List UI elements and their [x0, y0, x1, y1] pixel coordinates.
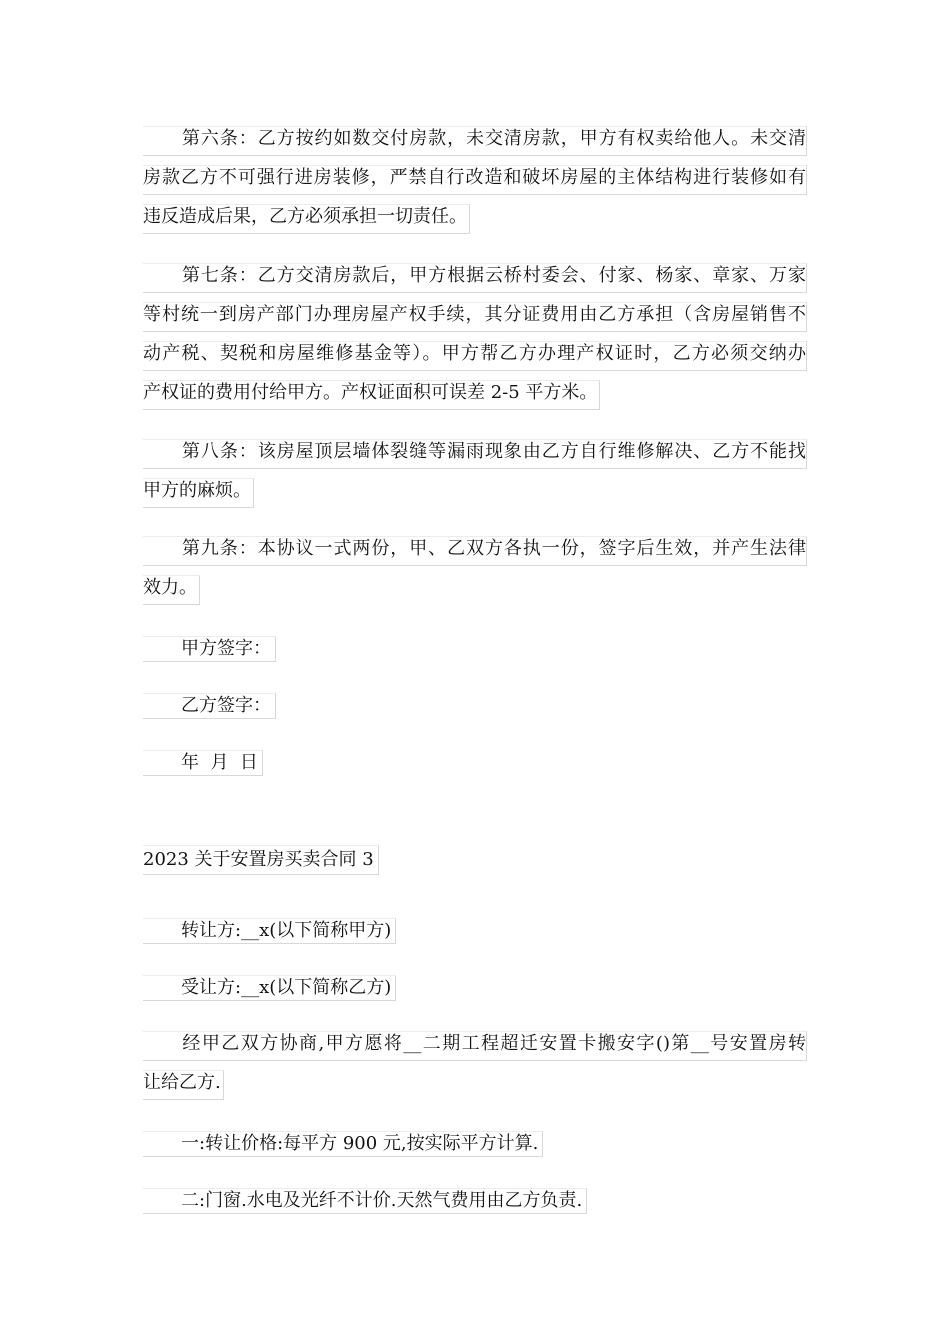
- item-1-text: 一:转让价格:每平方 900 元,按实际平方计算.: [181, 1133, 539, 1154]
- article-8-paragraph: [143, 434, 807, 512]
- article-7-line-4: 产权证的费用付给甲方。产权证面积可误差 2-5 平方米。: [143, 382, 598, 403]
- party-a-signature: [143, 636, 276, 662]
- article-9-paragraph: [143, 531, 807, 609]
- item-2-text: 二:门窗.水电及光纤不计价.天然气费用由乙方负责.: [181, 1190, 583, 1211]
- article-7-line-2: 等村统一到房产部门办理房屋产权手续，其分证费用由乙方承担（含房屋销售不: [143, 304, 806, 325]
- article-6-line-3: 违反造成后果，乙方必须承担一切责任。: [143, 206, 467, 227]
- article-7-paragraph: [143, 258, 807, 414]
- article-9-line-1: 第九条：本协议一式两份，甲、乙双方各执一份，签字后生效，并产生法律: [181, 538, 806, 559]
- article-7-line-3: 动产税、契税和房屋维修基金等）。甲方帮乙方办理产权证时，乙方必须交纳办: [143, 343, 806, 364]
- transferee-line: [143, 975, 396, 1001]
- transferor-line: [143, 918, 396, 944]
- negotiation-line-1: 经甲乙双方协商,甲方愿将__二期工程超迁安置卡搬安字()第__号安置房转: [181, 1033, 806, 1054]
- article-6-line-2: 房款乙方不可强行进房装修，严禁自行改造和破坏房屋的主体结构进行装修如有: [143, 167, 806, 188]
- contract-heading: [143, 845, 379, 875]
- negotiation-line-2: 让给乙方.: [143, 1072, 221, 1093]
- party-a-signature-label: 甲方签字：: [181, 638, 271, 659]
- transferee-text: 受让方:__x(以下简称乙方): [181, 977, 392, 998]
- signature-date-label: 年 月 日: [181, 752, 258, 773]
- article-6-paragraph: [143, 121, 807, 238]
- article-9-line-2: 效力。: [143, 577, 197, 598]
- contract-heading-text: 2023 关于安置房买卖合同 3: [143, 849, 374, 870]
- article-6-line-1: 第六条：乙方按约如数交付房款，未交清房款，甲方有权卖给他人。未交清: [181, 128, 806, 149]
- article-8-line-2: 甲方的麻烦。: [143, 480, 251, 501]
- party-b-signature: [143, 693, 276, 719]
- item-2-line: [143, 1188, 587, 1214]
- transferor-text: 转让方:__x(以下简称甲方): [181, 920, 392, 941]
- item-1-line: [143, 1131, 543, 1157]
- negotiation-paragraph: [143, 1026, 807, 1104]
- signature-date: [143, 750, 263, 776]
- article-8-line-1: 第八条：该房屋顶层墙体裂缝等漏雨现象由乙方自行维修解决、乙方不能找: [181, 441, 806, 462]
- article-7-line-1: 第七条：乙方交清房款后，甲方根据云桥村委会、付家、杨家、章家、万家: [181, 265, 806, 286]
- party-b-signature-label: 乙方签字：: [181, 695, 271, 716]
